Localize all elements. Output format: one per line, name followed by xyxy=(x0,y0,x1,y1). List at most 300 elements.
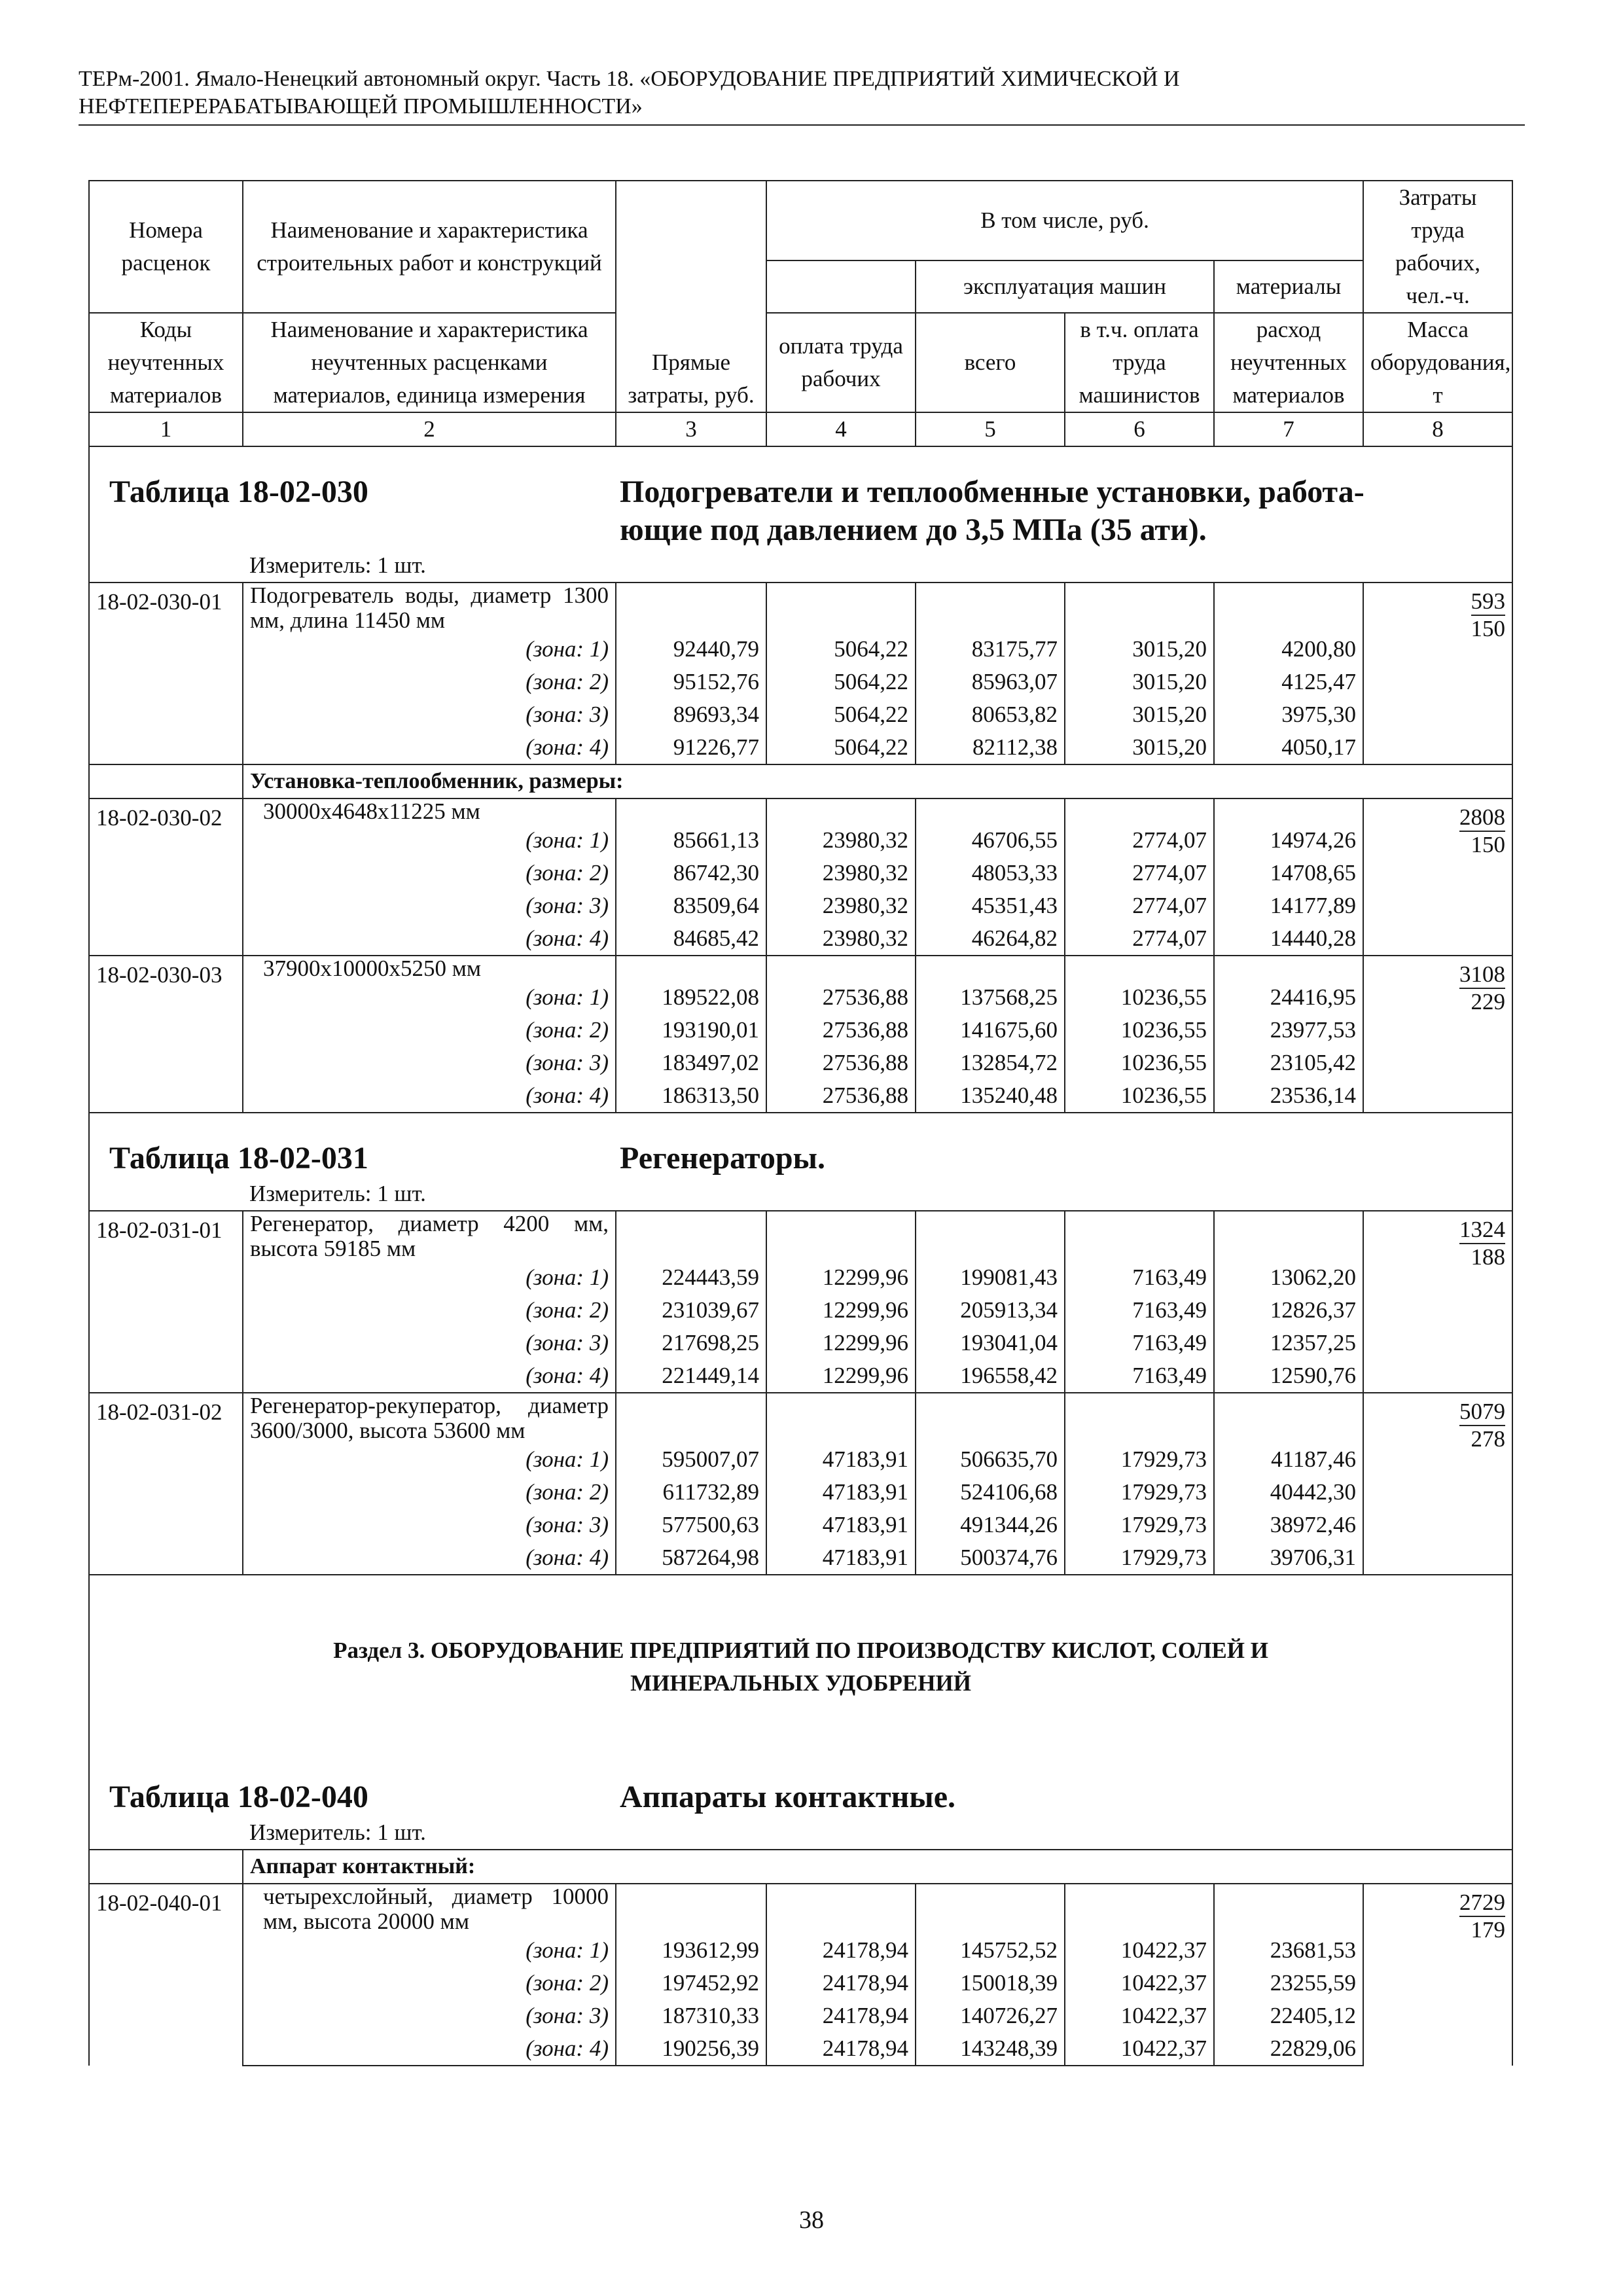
measure-row xyxy=(89,1177,1512,1211)
worker-pay: 5064,22 xyxy=(766,731,916,764)
group-row xyxy=(89,1850,1512,1884)
labor-mass-fraction xyxy=(1471,588,1506,642)
zone-label: (зона: 2) xyxy=(243,666,616,698)
materials-cost: 4125,47 xyxy=(1214,666,1363,698)
materials-cost: 23105,42 xyxy=(1214,1047,1363,1079)
zone-label: (зона: 2) xyxy=(243,1967,616,2000)
zone-row xyxy=(89,824,1512,857)
rate-code: 18-02-030-02 xyxy=(89,798,243,956)
rate-description: Подогреватель воды, диаметр 1300 мм, длина 11450 мм xyxy=(243,583,616,633)
zone-row xyxy=(89,1443,1512,1476)
machines-header: эксплуатация машин xyxy=(916,260,1214,313)
worker-pay: 27536,88 xyxy=(766,1014,916,1047)
empty-cell xyxy=(766,1393,916,1443)
rate-description: Регенератор-рекуператор, диаметр 3600/3000, высота 53600 мм xyxy=(243,1393,616,1443)
header-row-1 xyxy=(89,181,1512,260)
worker-pay: 23980,32 xyxy=(766,889,916,922)
col5-header: всего xyxy=(916,313,1065,412)
direct-cost: 85661,13 xyxy=(616,824,766,857)
materials-cost: 24416,95 xyxy=(1214,981,1363,1014)
worker-pay: 23980,32 xyxy=(766,824,916,857)
rate-item-row xyxy=(89,1211,1512,1261)
zone-label: (зона: 3) xyxy=(243,1509,616,1541)
zone-label: (зона: 2) xyxy=(243,1014,616,1047)
zone-label: (зона: 3) xyxy=(243,2000,616,2032)
machines-total: 150018,39 xyxy=(916,1967,1065,2000)
worker-pay: 27536,88 xyxy=(766,1079,916,1113)
machinist-pay: 3015,20 xyxy=(1065,633,1214,666)
equipment-mass: 150 xyxy=(1471,616,1506,641)
worker-pay: 23980,32 xyxy=(766,922,916,956)
zone-label: (зона: 1) xyxy=(243,1934,616,1967)
zone-label: (зона: 3) xyxy=(243,698,616,731)
zone-row xyxy=(89,1476,1512,1509)
table-name-line: Подогреватели и теплообменные установки, работа- xyxy=(620,475,1364,509)
machines-total: 199081,43 xyxy=(916,1261,1065,1294)
zone-row xyxy=(89,666,1512,698)
section-title-line: Раздел 3. ОБОРУДОВАНИЕ ПРЕДПРИЯТИЙ ПО ПРОИЗВОДСТВУ КИСЛОТ, СОЛЕЙ И xyxy=(333,1638,1268,1663)
worker-pay: 23980,32 xyxy=(766,857,916,889)
direct-cost: 587264,98 xyxy=(616,1541,766,1575)
direct-cost: 83509,64 xyxy=(616,889,766,922)
direct-cost: 577500,63 xyxy=(616,1509,766,1541)
empty-cell xyxy=(766,1211,916,1261)
rate-code: 18-02-040-01 xyxy=(89,1884,243,2066)
machinist-pay: 10236,55 xyxy=(1065,1014,1214,1047)
group-spacer xyxy=(89,764,243,798)
labor-mass-fraction xyxy=(1459,961,1505,1015)
column-number: 4 xyxy=(766,412,916,446)
zone-row xyxy=(89,2000,1512,2032)
labor-cost: 593 xyxy=(1471,588,1506,616)
labor-mass-fraction xyxy=(1459,1217,1505,1270)
table-title-cell xyxy=(89,446,1512,549)
rate-code: 18-02-031-01 xyxy=(89,1211,243,1393)
machines-total: 143248,39 xyxy=(916,2032,1065,2066)
labor-mass-fraction xyxy=(1459,1399,1505,1452)
direct-cost: 92440,79 xyxy=(616,633,766,666)
materials-cost: 38972,46 xyxy=(1214,1509,1363,1541)
blank-header xyxy=(766,260,916,313)
machines-total: 524106,68 xyxy=(916,1476,1065,1509)
zone-label: (зона: 1) xyxy=(243,824,616,857)
direct-cost: 91226,77 xyxy=(616,731,766,764)
machines-total: 82112,38 xyxy=(916,731,1065,764)
zone-row xyxy=(89,1047,1512,1079)
col1-top-header: Номера расценок xyxy=(89,181,243,313)
table-name-line: ющие под давлением до 3,5 МПа (35 ати). xyxy=(620,512,1207,547)
machinist-pay: 10422,37 xyxy=(1065,1934,1214,1967)
empty-cell xyxy=(616,1884,766,1934)
table-title-row xyxy=(89,446,1512,549)
empty-cell xyxy=(1214,956,1363,981)
labor-cost: 2729 xyxy=(1459,1890,1505,1917)
machinist-pay: 2774,07 xyxy=(1065,889,1214,922)
machinist-pay: 17929,73 xyxy=(1065,1509,1214,1541)
empty-cell xyxy=(766,798,916,824)
table-title-row xyxy=(89,1772,1512,1816)
empty-cell xyxy=(616,1393,766,1443)
direct-cost: 187310,33 xyxy=(616,2000,766,2032)
machines-total: 140726,27 xyxy=(916,2000,1065,2032)
labor-cost: 1324 xyxy=(1459,1217,1505,1244)
measure-cell xyxy=(243,1177,1512,1211)
rate-code: 18-02-030-03 xyxy=(89,956,243,1113)
worker-pay: 12299,96 xyxy=(766,1359,916,1393)
table-title-cell xyxy=(89,1772,1512,1816)
direct-cost: 183497,02 xyxy=(616,1047,766,1079)
direct-cost: 89693,34 xyxy=(616,698,766,731)
page-header xyxy=(79,65,1525,126)
materials-cost: 23536,14 xyxy=(1214,1079,1363,1113)
zone-label: (зона: 3) xyxy=(243,1047,616,1079)
labor-and-mass xyxy=(1363,583,1512,764)
direct-cost: 193190,01 xyxy=(616,1014,766,1047)
empty-cell xyxy=(916,583,1065,633)
direct-cost: 190256,39 xyxy=(616,2032,766,2066)
column-number: 8 xyxy=(1363,412,1512,446)
column-number: 7 xyxy=(1214,412,1363,446)
empty-cell xyxy=(1065,1884,1214,1934)
table-number: Таблица 18-02-040 xyxy=(109,1780,368,1814)
section-row xyxy=(89,1575,1512,1772)
machines-total: 491344,26 xyxy=(916,1509,1065,1541)
rate-description: 30000х4648х11225 мм xyxy=(243,798,616,824)
table-name: Аппараты контактные. xyxy=(620,1780,955,1814)
measure-spacer xyxy=(89,1177,243,1211)
col6-header: в т.ч. оплата труда машинистов xyxy=(1065,313,1214,412)
equipment-mass: 229 xyxy=(1471,989,1506,1014)
worker-pay: 47183,91 xyxy=(766,1443,916,1476)
rate-description: 37900х10000х5250 мм xyxy=(243,956,616,981)
section-title-line: МИНЕРАЛЬНЫХ УДОБРЕНИЙ xyxy=(630,1670,971,1696)
machinist-pay: 3015,20 xyxy=(1065,731,1214,764)
zone-row xyxy=(89,1079,1512,1113)
machines-total: 141675,60 xyxy=(916,1014,1065,1047)
materials-cost: 12826,37 xyxy=(1214,1294,1363,1327)
measure-spacer xyxy=(89,1816,243,1850)
group-label: Аппарат контактный: xyxy=(243,1850,1512,1884)
machinist-pay: 2774,07 xyxy=(1065,857,1214,889)
rate-description: четырехслойный, диаметр 10000 мм, высота 20000 мм xyxy=(243,1884,616,1934)
col3-header: Прямые затраты, руб. xyxy=(616,181,766,412)
rate-item-row xyxy=(89,956,1512,981)
machines-total: 83175,77 xyxy=(916,633,1065,666)
measure-cell xyxy=(243,549,1512,583)
machines-total: 205913,34 xyxy=(916,1294,1065,1327)
zone-row xyxy=(89,633,1512,666)
zone-label: (зона: 3) xyxy=(243,1327,616,1359)
machines-total: 137568,25 xyxy=(916,981,1065,1014)
equipment-mass: 278 xyxy=(1471,1426,1506,1452)
machines-total: 132854,72 xyxy=(916,1047,1065,1079)
zone-row xyxy=(89,1967,1512,2000)
empty-cell xyxy=(1065,583,1214,633)
zone-label: (зона: 3) xyxy=(243,889,616,922)
table-name: Регенераторы. xyxy=(620,1141,825,1175)
direct-cost: 217698,25 xyxy=(616,1327,766,1359)
col1-bottom-header: Коды неучтенных материалов xyxy=(89,313,243,412)
machinist-pay: 17929,73 xyxy=(1065,1443,1214,1476)
materials-cost: 14440,28 xyxy=(1214,922,1363,956)
machinist-pay: 10236,55 xyxy=(1065,981,1214,1014)
worker-pay: 5064,22 xyxy=(766,698,916,731)
machinist-pay: 7163,49 xyxy=(1065,1294,1214,1327)
section-title xyxy=(89,1575,1512,1772)
zone-row xyxy=(89,1359,1512,1393)
zone-label: (зона: 4) xyxy=(243,1359,616,1393)
measure-row xyxy=(89,1816,1512,1850)
labor-cost: 3108 xyxy=(1459,961,1505,989)
worker-pay: 47183,91 xyxy=(766,1476,916,1509)
empty-cell xyxy=(1065,956,1214,981)
direct-cost: 186313,50 xyxy=(616,1079,766,1113)
empty-cell xyxy=(1214,1393,1363,1443)
materials-cost: 40442,30 xyxy=(1214,1476,1363,1509)
header-line-1: ТЕРм-2001. Ямало-Ненецкий автономный округ. Часть 18. «ОБОРУДОВАНИЕ ПРЕДПРИЯТИЙ ХИМИЧЕСКОЙ И xyxy=(79,67,1180,91)
materials-cost: 13062,20 xyxy=(1214,1261,1363,1294)
header-line-2: НЕФТЕПЕРЕРАБАТЫВАЮЩЕЙ ПРОМЫШЛЕННОСТИ» xyxy=(79,94,643,118)
table-number: Таблица 18-02-030 xyxy=(109,475,368,509)
equipment-mass: 179 xyxy=(1471,1917,1506,1943)
empty-cell xyxy=(1214,583,1363,633)
zone-row xyxy=(89,857,1512,889)
materials-header: материалы xyxy=(1214,260,1363,313)
labor-and-mass xyxy=(1363,956,1512,1113)
machinist-pay: 10236,55 xyxy=(1065,1079,1214,1113)
labor-and-mass xyxy=(1363,798,1512,956)
empty-cell xyxy=(916,798,1065,824)
labor-mass-fraction xyxy=(1459,1890,1505,1943)
empty-cell xyxy=(1065,1211,1214,1261)
rate-item-row xyxy=(89,583,1512,633)
page-number: 38 xyxy=(799,2206,824,2234)
empty-cell xyxy=(1214,798,1363,824)
empty-cell xyxy=(616,956,766,981)
materials-cost: 4200,80 xyxy=(1214,633,1363,666)
zone-row xyxy=(89,731,1512,764)
materials-cost: 23255,59 xyxy=(1214,1967,1363,2000)
group-row xyxy=(89,764,1512,798)
zone-label: (зона: 2) xyxy=(243,857,616,889)
machines-total: 46706,55 xyxy=(916,824,1065,857)
zone-row xyxy=(89,2032,1512,2066)
direct-cost: 95152,76 xyxy=(616,666,766,698)
rate-description: Регенератор, диаметр 4200 мм, высота 59185 мм xyxy=(243,1211,616,1261)
col8-bottom-header: Масса оборудования, т xyxy=(1363,313,1512,412)
machinist-pay: 2774,07 xyxy=(1065,824,1214,857)
measure-row xyxy=(89,549,1512,583)
direct-cost: 611732,89 xyxy=(616,1476,766,1509)
machines-total: 135240,48 xyxy=(916,1079,1065,1113)
zone-label: (зона: 1) xyxy=(243,1443,616,1476)
zone-label: (зона: 4) xyxy=(243,1079,616,1113)
zone-row xyxy=(89,1509,1512,1541)
zone-row xyxy=(89,698,1512,731)
materials-cost: 41187,46 xyxy=(1214,1443,1363,1476)
zone-label: (зона: 4) xyxy=(243,2032,616,2066)
empty-cell xyxy=(916,1393,1065,1443)
materials-cost: 23681,53 xyxy=(1214,1934,1363,1967)
col7-header: расход неучтенных материалов xyxy=(1214,313,1363,412)
empty-cell xyxy=(916,1211,1065,1261)
header-row-3 xyxy=(89,313,1512,412)
machinist-pay: 7163,49 xyxy=(1065,1359,1214,1393)
column-numbers-row xyxy=(89,412,1512,446)
direct-cost: 84685,42 xyxy=(616,922,766,956)
materials-cost: 12357,25 xyxy=(1214,1327,1363,1359)
empty-cell xyxy=(616,1211,766,1261)
machines-total: 193041,04 xyxy=(916,1327,1065,1359)
machines-total: 48053,33 xyxy=(916,857,1065,889)
materials-cost: 4050,17 xyxy=(1214,731,1363,764)
machinist-pay: 2774,07 xyxy=(1065,922,1214,956)
empty-cell xyxy=(1214,1211,1363,1261)
table-title-cell xyxy=(89,1113,1512,1177)
direct-cost: 193612,99 xyxy=(616,1934,766,1967)
machines-total: 145752,52 xyxy=(916,1934,1065,1967)
empty-cell xyxy=(616,798,766,824)
worker-pay: 47183,91 xyxy=(766,1541,916,1575)
col2-bottom-header: Наименование и характеристика неучтенных расценками материалов, единица измерения xyxy=(243,313,616,412)
group-spacer xyxy=(89,1850,243,1884)
zone-row xyxy=(89,922,1512,956)
zone-row xyxy=(89,889,1512,922)
machinist-pay: 7163,49 xyxy=(1065,1327,1214,1359)
machinist-pay: 3015,20 xyxy=(1065,698,1214,731)
machinist-pay: 3015,20 xyxy=(1065,666,1214,698)
labor-mass-fraction xyxy=(1459,804,1505,858)
column-number: 5 xyxy=(916,412,1065,446)
materials-cost: 12590,76 xyxy=(1214,1359,1363,1393)
table-name xyxy=(620,473,1364,549)
worker-pay: 12299,96 xyxy=(766,1294,916,1327)
empty-cell xyxy=(1214,1884,1363,1934)
direct-cost: 189522,08 xyxy=(616,981,766,1014)
materials-cost: 22405,12 xyxy=(1214,2000,1363,2032)
zone-row xyxy=(89,1014,1512,1047)
machinist-pay: 17929,73 xyxy=(1065,1476,1214,1509)
group-label: Установка-теплообменник, размеры: xyxy=(243,764,1512,798)
col4-header: оплата труда рабочих xyxy=(766,313,916,412)
worker-pay: 12299,96 xyxy=(766,1327,916,1359)
materials-cost: 22829,06 xyxy=(1214,2032,1363,2066)
machines-total: 45351,43 xyxy=(916,889,1065,922)
empty-cell xyxy=(766,956,916,981)
zone-row xyxy=(89,1327,1512,1359)
direct-cost: 595007,07 xyxy=(616,1443,766,1476)
measure-spacer xyxy=(89,549,243,583)
empty-cell xyxy=(916,1884,1065,1934)
machines-total: 196558,42 xyxy=(916,1359,1065,1393)
zone-label: (зона: 1) xyxy=(243,633,616,666)
materials-cost: 14177,89 xyxy=(1214,889,1363,922)
column-number: 6 xyxy=(1065,412,1214,446)
zone-row xyxy=(89,1934,1512,1967)
direct-cost: 231039,67 xyxy=(616,1294,766,1327)
machines-total: 500374,76 xyxy=(916,1541,1065,1575)
empty-cell xyxy=(916,956,1065,981)
labor-and-mass xyxy=(1363,1884,1512,2066)
in-total-header: В том числе, руб. xyxy=(766,181,1363,260)
zone-label: (зона: 4) xyxy=(243,922,616,956)
rate-code: 18-02-030-01 xyxy=(89,583,243,764)
machinist-pay: 10422,37 xyxy=(1065,2032,1214,2066)
zone-row xyxy=(89,981,1512,1014)
worker-pay: 24178,94 xyxy=(766,1934,916,1967)
direct-cost: 224443,59 xyxy=(616,1261,766,1294)
column-number: 3 xyxy=(616,412,766,446)
machinist-pay: 7163,49 xyxy=(1065,1261,1214,1294)
zone-label: (зона: 4) xyxy=(243,731,616,764)
zone-row xyxy=(89,1294,1512,1327)
rate-item-row xyxy=(89,1884,1512,1934)
empty-cell xyxy=(766,583,916,633)
labor-cost: 5079 xyxy=(1459,1399,1505,1426)
equipment-mass: 188 xyxy=(1471,1244,1506,1270)
rates-table xyxy=(88,180,1513,2066)
rate-item-row xyxy=(89,798,1512,824)
machines-total: 46264,82 xyxy=(916,922,1065,956)
machinist-pay: 10422,37 xyxy=(1065,2000,1214,2032)
worker-pay: 24178,94 xyxy=(766,2032,916,2066)
machinist-pay: 17929,73 xyxy=(1065,1541,1214,1575)
direct-cost: 221449,14 xyxy=(616,1359,766,1393)
labor-and-mass xyxy=(1363,1211,1512,1393)
col8-top-header: Затраты труда рабочих, чел.-ч. xyxy=(1363,181,1512,313)
materials-cost: 39706,31 xyxy=(1214,1541,1363,1575)
rate-code: 18-02-031-02 xyxy=(89,1393,243,1575)
column-number: 1 xyxy=(89,412,243,446)
zone-label: (зона: 4) xyxy=(243,1541,616,1575)
zone-row xyxy=(89,1261,1512,1294)
measure-label: Измеритель: 1 шт. xyxy=(249,1181,426,1206)
worker-pay: 27536,88 xyxy=(766,981,916,1014)
zone-label: (зона: 1) xyxy=(243,1261,616,1294)
materials-cost: 14974,26 xyxy=(1214,824,1363,857)
machinist-pay: 10236,55 xyxy=(1065,1047,1214,1079)
worker-pay: 24178,94 xyxy=(766,1967,916,2000)
machines-total: 80653,82 xyxy=(916,698,1065,731)
column-number: 2 xyxy=(243,412,616,446)
worker-pay: 12299,96 xyxy=(766,1261,916,1294)
measure-label: Измеритель: 1 шт. xyxy=(249,552,426,578)
equipment-mass: 150 xyxy=(1471,832,1506,857)
direct-cost: 86742,30 xyxy=(616,857,766,889)
worker-pay: 24178,94 xyxy=(766,2000,916,2032)
worker-pay: 47183,91 xyxy=(766,1509,916,1541)
table-title-row xyxy=(89,1113,1512,1177)
worker-pay: 5064,22 xyxy=(766,633,916,666)
materials-cost: 23977,53 xyxy=(1214,1014,1363,1047)
machines-total: 85963,07 xyxy=(916,666,1065,698)
empty-cell xyxy=(1065,798,1214,824)
zone-label: (зона: 2) xyxy=(243,1476,616,1509)
direct-cost: 197452,92 xyxy=(616,1967,766,2000)
labor-cost: 2808 xyxy=(1459,804,1505,832)
zone-label: (зона: 1) xyxy=(243,981,616,1014)
empty-cell xyxy=(616,583,766,633)
table-number: Таблица 18-02-031 xyxy=(109,1141,368,1175)
machinist-pay: 10422,37 xyxy=(1065,1967,1214,2000)
labor-and-mass xyxy=(1363,1393,1512,1575)
col2-top-header: Наименование и характеристика строительных работ и конструкций xyxy=(243,181,616,313)
materials-cost: 14708,65 xyxy=(1214,857,1363,889)
zone-row xyxy=(89,1541,1512,1575)
measure-cell xyxy=(243,1816,1512,1850)
machines-total: 506635,70 xyxy=(916,1443,1065,1476)
worker-pay: 5064,22 xyxy=(766,666,916,698)
